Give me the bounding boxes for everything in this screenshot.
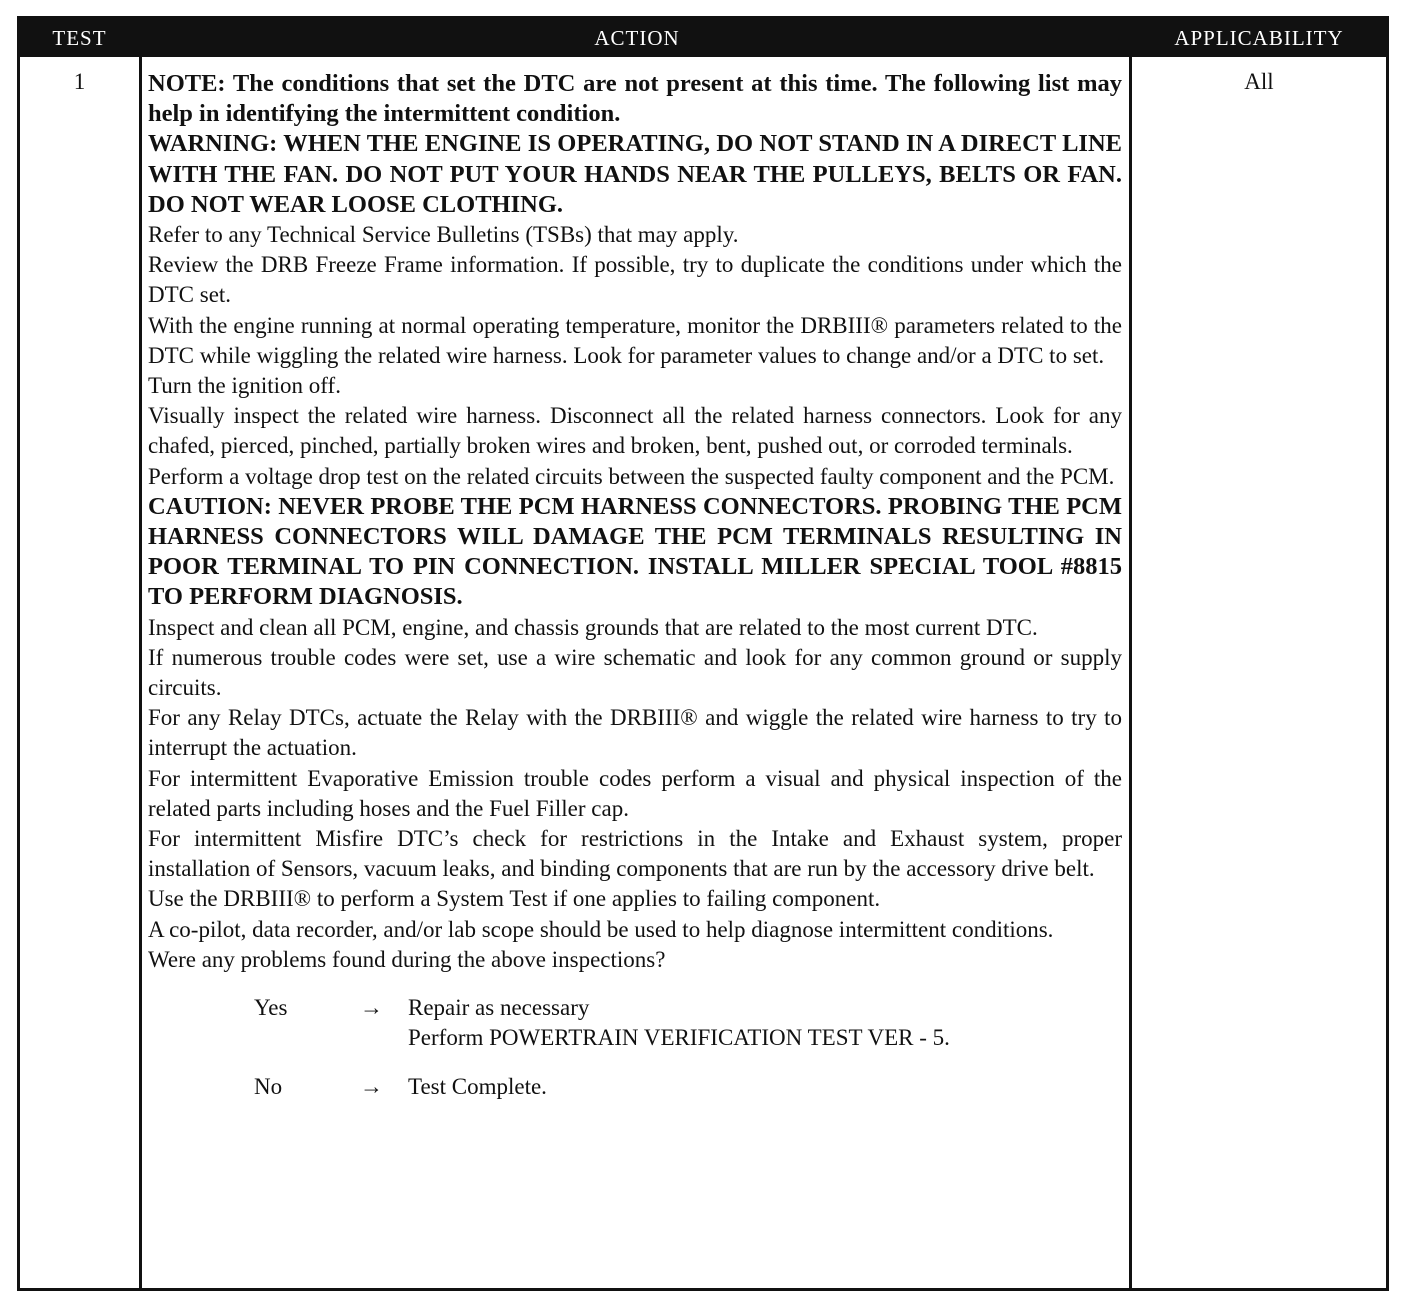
paragraph: For any Relay DTCs, actuate the Relay with the DRBIII® and wiggle the related wire harness to try to interrupt the actuation.	[148, 705, 1122, 761]
header-test: TEST	[52, 26, 107, 50]
paragraph: If numerous trouble codes were set, use a wire schematic and look for any common ground or supply circuits.	[148, 644, 1122, 701]
paragraph: For intermittent Evaporative Emission trouble codes perform a visual and physical inspection of the related parts including hoses and the Fuel Filler cap.	[148, 765, 1122, 821]
paragraph: Visually inspect the related wire harness. Disconnect all the related harness connectors. Look for any chafed, pierced, pinched, partially broken wires and broken, bent, pushed out, or corroded terminals.	[148, 403, 1122, 459]
column-divider	[1129, 19, 1132, 1288]
yes-result	[408, 993, 1122, 1053]
applicability-value: All	[1244, 69, 1274, 94]
header-applicability: APPLICABILITY	[1174, 26, 1344, 50]
paragraph: Review the DRB Freeze Frame information. If possible, try to duplicate the conditions under which the DTC set.	[148, 252, 1122, 308]
column-divider	[139, 19, 142, 1288]
action-cell	[148, 69, 1122, 1102]
paragraph: With the engine running at normal operating temperature, monitor the DRBIII® parameters related to the DTC while wiggling the related wire harness. Look for parameter values to change and/or a DTC to set.	[148, 312, 1122, 368]
table-header	[20, 19, 1386, 57]
answer-choices	[148, 993, 1122, 1102]
paragraph: NOTE: The conditions that set the DTC are not present at this time. The following list may help in identifying the intermittent condition.	[148, 70, 1122, 128]
paragraph: Inspect and clean all PCM, engine, and chassis grounds that are related to the most current DTC.	[148, 614, 1038, 640]
paragraph: CAUTION: NEVER PROBE THE PCM HARNESS CONNECTORS. PROBING THE PCM HARNESS CONNECTORS WILL DAMAGE THE PCM TERMINALS RESULTING IN POOR TERMINAL TO PIN CONNECTION. INSTALL MILLER SPECIAL TOOL #8815 TO PERFORM DIAGNOSIS.	[148, 492, 1122, 611]
diagnostic-table	[17, 16, 1389, 1291]
paragraph: Refer to any Technical Service Bulletins (TSBs) that may apply.	[148, 222, 739, 248]
paragraph: For intermittent Misfire DTC’s check for restrictions in the Intake and Exhaust system, proper installation of Sensors, vacuum leaks, and binding components that are run by the accessory drive belt.	[148, 826, 1122, 882]
paragraph: Were any problems found during the above inspections?	[148, 946, 666, 972]
right-arrow-icon: →	[360, 995, 383, 1021]
no-result-line: Test Complete.	[408, 1073, 547, 1099]
no-choice	[148, 1072, 1122, 1102]
no-label: No	[254, 1073, 283, 1099]
yes-label: Yes	[254, 995, 288, 1021]
right-arrow-icon: →	[360, 1073, 383, 1099]
paragraph: A co-pilot, data recorder, and/or lab scope should be used to help diagnose intermittent conditions.	[148, 916, 1054, 942]
yes-result-line: Repair as necessary	[408, 995, 590, 1021]
header-action: ACTION	[594, 26, 680, 50]
action-paragraphs	[148, 69, 1122, 975]
test-number: 1	[73, 69, 86, 94]
paragraph: WARNING: WHEN THE ENGINE IS OPERATING, DO NOT STAND IN A DIRECT LINE WITH THE FAN. DO NOT PUT YOUR HANDS NEAR THE PULLEYS, BELTS OR FAN. DO NOT WEAR LOOSE CLOTHING.	[148, 130, 1122, 218]
yes-result-line: Perform POWERTRAIN VERIFICATION TEST VER - 5.	[408, 1025, 950, 1051]
paragraph: Use the DRBIII® to perform a System Test if one applies to failing component.	[148, 886, 881, 912]
no-result	[408, 1072, 1122, 1102]
paragraph: Perform a voltage drop test on the related circuits between the suspected faulty component and the PCM.	[148, 463, 1115, 489]
yes-choice	[148, 993, 1122, 1053]
paragraph: Turn the ignition off.	[148, 373, 341, 399]
